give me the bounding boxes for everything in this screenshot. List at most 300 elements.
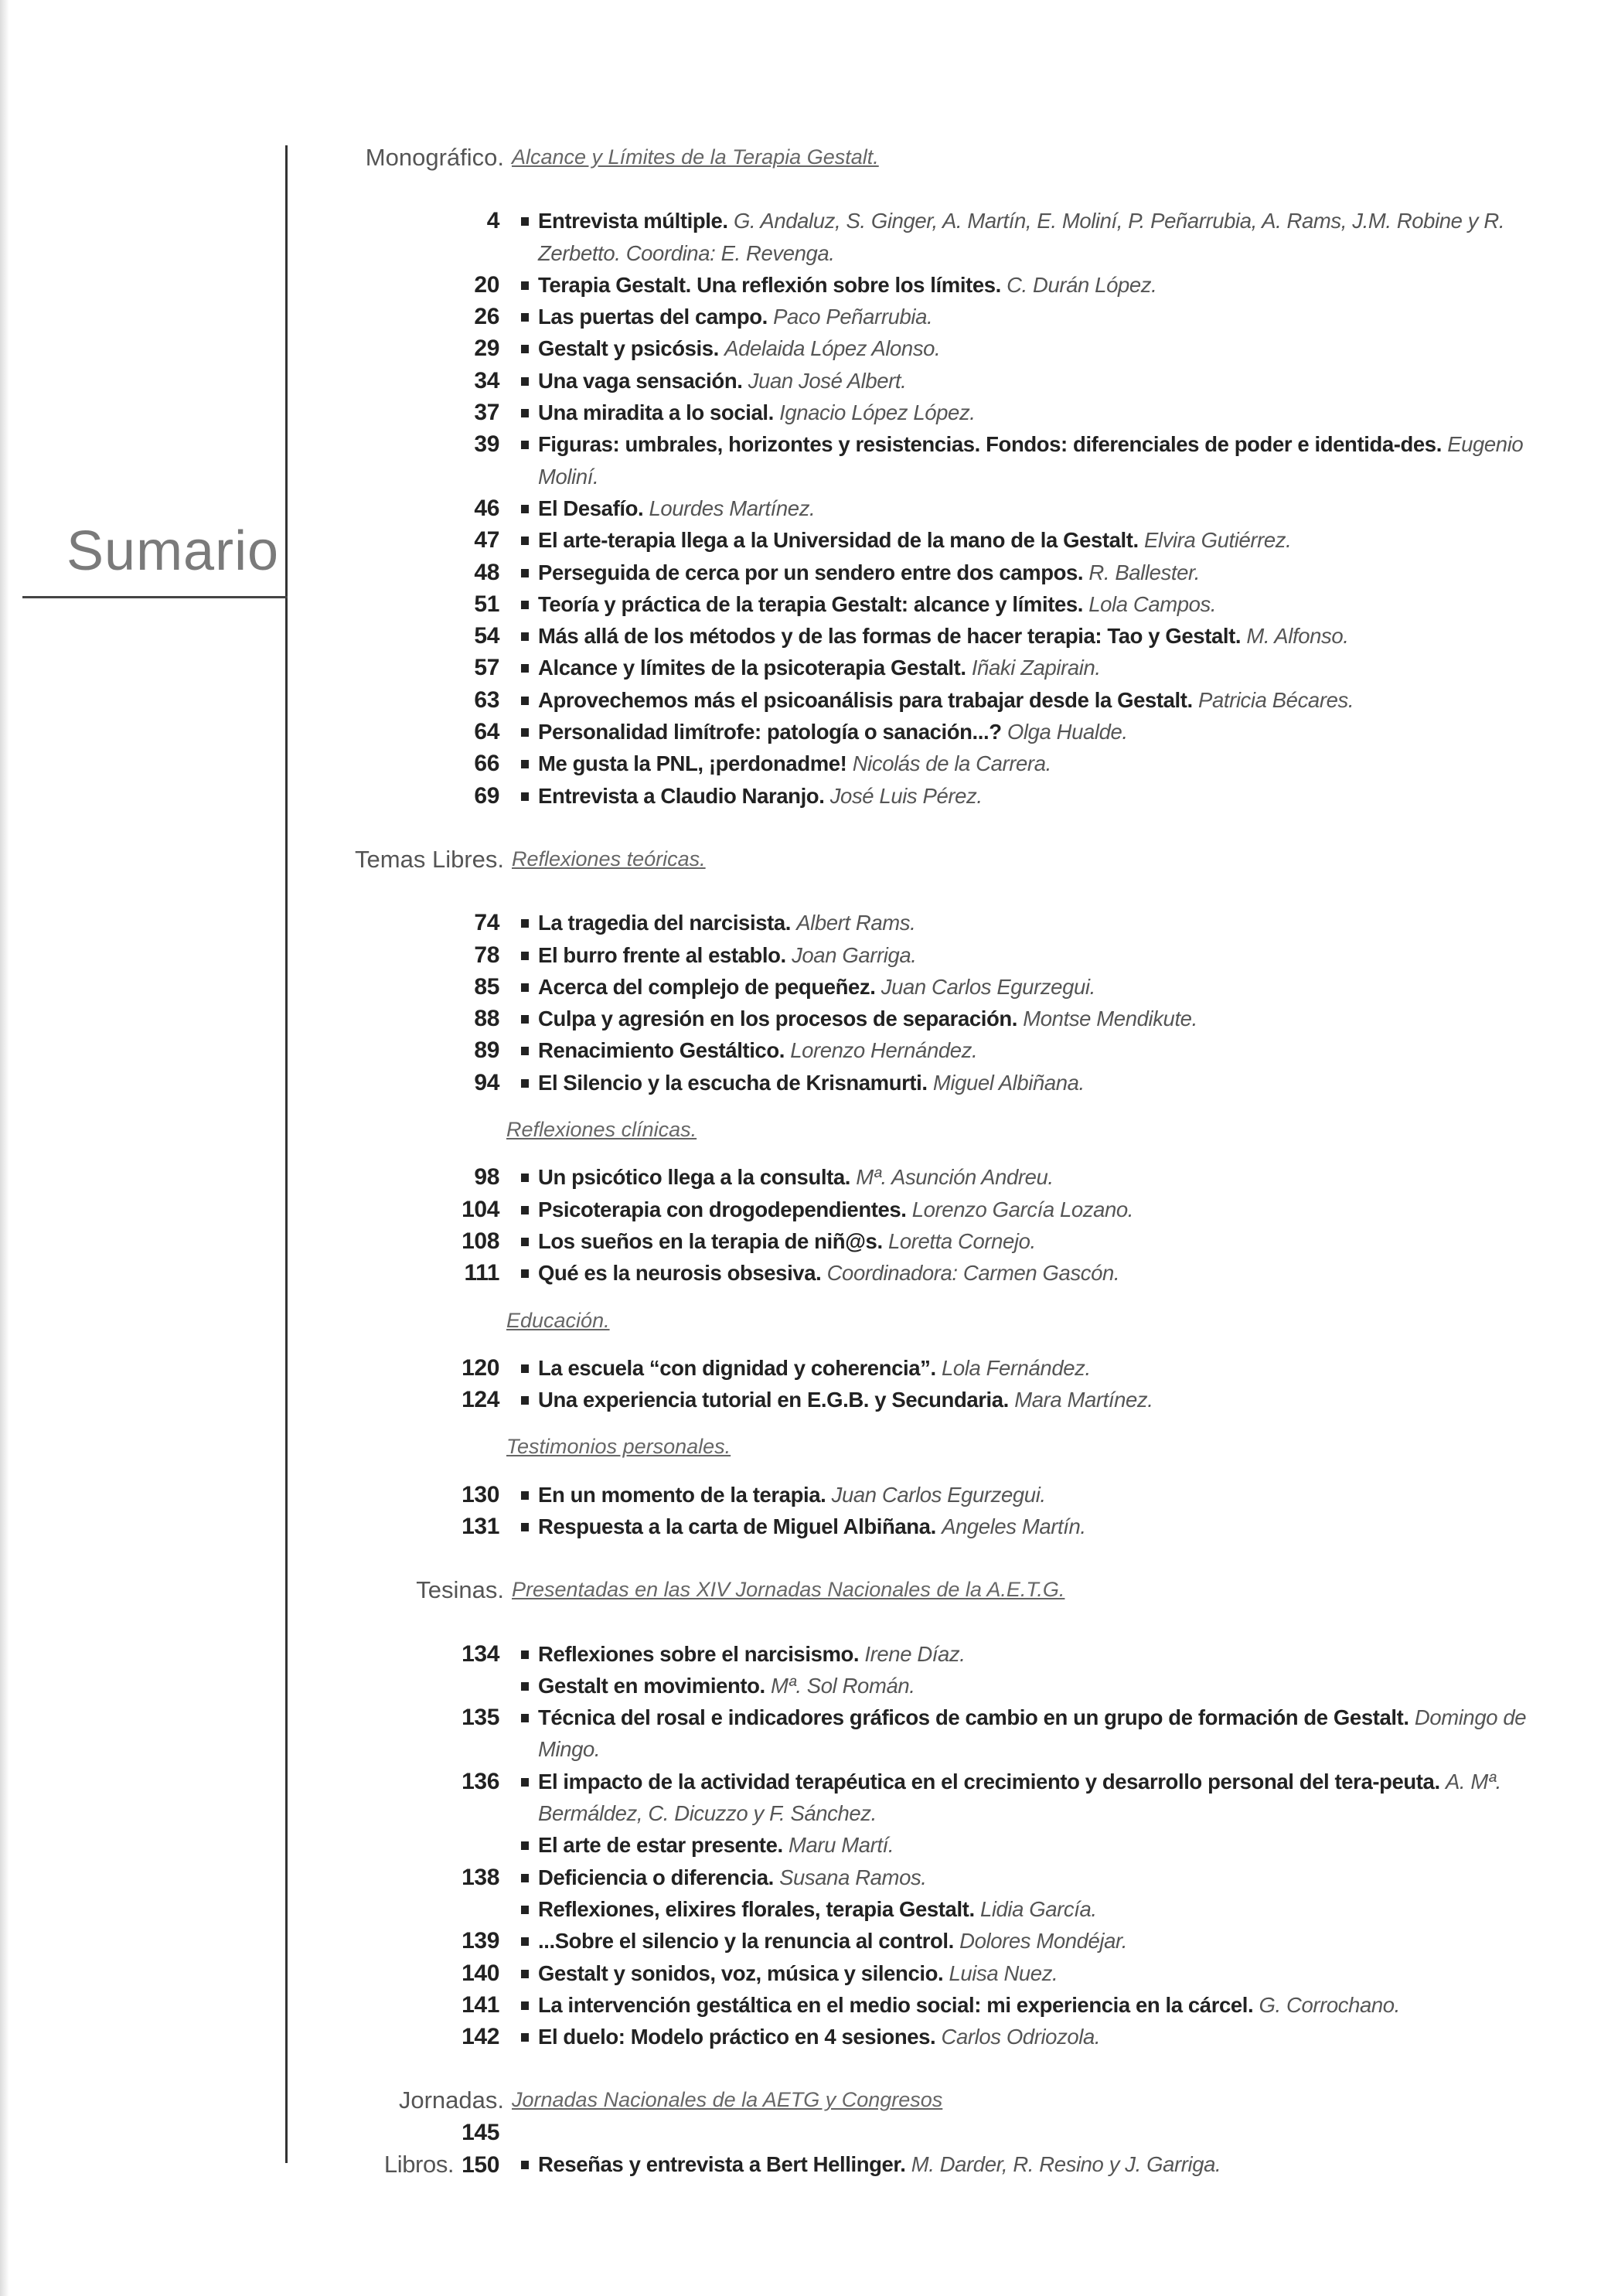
entry-title: Qué es la neurosis obsesiva. — [538, 1261, 822, 1286]
toc-entry — [0, 1003, 1618, 1034]
entry-authors: R. Ballester. — [1088, 560, 1200, 584]
entry-authors: Juan Carlos Egurzegui. — [881, 974, 1095, 999]
toc-entry — [0, 1384, 1618, 1415]
entry-authors: Irene Díaz. — [864, 1641, 966, 1666]
page-number: 26 — [474, 304, 499, 330]
entry-text — [538, 971, 1558, 1003]
subsection-heading: Reflexiones clínicas. — [506, 1118, 697, 1142]
toc-entry — [0, 428, 1618, 492]
bullet-square-icon — [521, 313, 529, 322]
page-number-cell — [0, 1957, 499, 1989]
page-number-cell — [0, 1257, 499, 1289]
entry-text — [538, 524, 1558, 556]
entry-authors: Nicolás de la Carrera. — [852, 751, 1051, 776]
bullet-square-icon — [521, 505, 529, 513]
entry-text — [538, 492, 1558, 524]
page-number: 98 — [474, 1164, 499, 1191]
bullet-square-icon — [521, 952, 529, 960]
entry-title: Reflexiones, elixires florales, terapia Gestalt. — [538, 1896, 975, 1921]
page-number-cell — [0, 588, 499, 620]
bullet-square-icon — [521, 1682, 529, 1691]
entry-text — [538, 748, 1558, 779]
page-number-cell — [0, 1925, 499, 1957]
entry-title: Reflexiones sobre el narcisismo. — [538, 1641, 860, 1666]
entry-authors: M. Darder, R. Resino y J. Garriga. — [911, 2152, 1221, 2177]
entry-authors: G. Andaluz, S. Ginger, A. Martín, E. Moliní, P. Peñarrubia, A. Rams, J.M. Robine y R. Zerbetto. Coordina: E. Revenga. — [538, 209, 1505, 265]
page-number-cell — [0, 971, 499, 1003]
entry-text — [538, 1352, 1558, 1384]
entry-text — [538, 652, 1558, 683]
bullet-square-icon — [521, 1906, 529, 1914]
bullet-square-icon — [521, 632, 529, 641]
bullet-square-icon — [521, 1238, 529, 1246]
page-number: 64 — [474, 719, 499, 745]
entry-text — [538, 2148, 1558, 2180]
toc-entry — [0, 557, 1618, 588]
toc-entry — [0, 1225, 1618, 1257]
toc-entry — [0, 332, 1618, 364]
page-number: 54 — [474, 623, 499, 649]
bullet-square-icon — [521, 1206, 529, 1214]
entry-authors: Ignacio López López. — [779, 400, 976, 425]
page-number: 34 — [474, 367, 499, 393]
entry-authors: Susana Ramos. — [779, 1865, 927, 1889]
entry-text — [538, 1479, 1558, 1511]
page-number: 78 — [474, 942, 499, 968]
toc-entry — [0, 301, 1618, 332]
entry-text — [538, 557, 1558, 588]
bullet-square-icon — [521, 2001, 529, 2010]
page-number: 51 — [474, 591, 499, 617]
page-number-cell — [0, 1511, 499, 1542]
entry-text — [538, 1225, 1558, 1257]
entry-text — [538, 1862, 1558, 1893]
entry-text — [538, 907, 1558, 938]
entry-authors: José Luis Pérez. — [829, 783, 983, 808]
bullet-square-icon — [521, 2161, 529, 2169]
entry-title: El burro frente al establo. — [538, 942, 786, 967]
page-number-cell — [0, 1766, 499, 1797]
entry-title: Gestalt y psicósis. — [538, 336, 719, 361]
bullet-square-icon — [521, 1874, 529, 1882]
bullet-square-icon — [521, 1970, 529, 1978]
entry-authors: Mª. Sol Román. — [771, 1673, 915, 1698]
entry-text — [538, 1161, 1558, 1193]
bullet-square-icon — [521, 409, 529, 417]
page-number: 89 — [474, 1037, 499, 1064]
bullet-square-icon — [521, 377, 529, 386]
entry-title: El Silencio y la escucha de Krisnamurti. — [538, 1070, 928, 1095]
entry-authors: Lorenzo García Lozano. — [911, 1197, 1134, 1221]
section-subtitle: Reflexiones teóricas. — [512, 847, 706, 870]
section-heading — [0, 843, 1618, 875]
entry-text — [538, 365, 1558, 397]
toc-entry — [0, 1352, 1618, 1384]
toc-entry — [0, 365, 1618, 397]
toc-entry — [0, 524, 1618, 556]
entry-authors: G. Corrochano. — [1259, 1992, 1400, 2017]
entry-authors: C. Durán López. — [1007, 272, 1157, 297]
page-number-cell — [0, 1384, 499, 1415]
bullet-square-icon — [521, 697, 529, 705]
toc-entry — [0, 1479, 1618, 1511]
page-number: 57 — [474, 655, 499, 681]
toc-entry — [0, 1034, 1618, 1066]
bullet-square-icon — [521, 1778, 529, 1787]
entry-text — [538, 716, 1558, 748]
toc-entry — [0, 1067, 1618, 1099]
bullet-square-icon — [521, 601, 529, 609]
page-number-cell — [0, 780, 499, 812]
section-subtitle: Jornadas Nacionales de la AETG y Congresos — [512, 2088, 943, 2112]
bullet-square-icon — [521, 1650, 529, 1659]
entry-text — [538, 1638, 1558, 1670]
entry-title: Más allá de los métodos y de las formas de hacer terapia: Tao y Gestalt. — [538, 624, 1242, 649]
entry-title: Respuesta a la carta de Miguel Albiñana. — [538, 1514, 936, 1538]
page-number-cell — [0, 1862, 499, 1893]
toc-entry — [0, 684, 1618, 716]
entry-text — [538, 428, 1558, 492]
entry-text — [538, 1957, 1558, 1989]
page-title: Sumario — [66, 520, 280, 582]
entry-title: Personalidad limítrofe: patología o sanación...? — [538, 720, 1002, 744]
toc-entry — [0, 1766, 1618, 1830]
page-number: 138 — [462, 1864, 499, 1890]
toc-entry — [0, 1893, 1618, 1925]
section-label: Tesinas. — [416, 1576, 504, 1604]
entry-authors: Dolores Mondéjar. — [959, 1929, 1128, 1954]
entry-text — [538, 205, 1558, 269]
entry-text — [538, 301, 1558, 332]
toc-entry — [0, 269, 1618, 301]
page-number: 88 — [474, 1006, 499, 1032]
toc-entry — [0, 1862, 1618, 1893]
bullet-square-icon — [521, 1079, 529, 1088]
page-number-cell — [0, 620, 499, 652]
page-number: 37 — [474, 400, 499, 426]
section-heading — [0, 1574, 1618, 1606]
subsection-heading: Testimonios personales. — [506, 1435, 731, 1459]
page-number: 47 — [474, 527, 499, 554]
page-number: 142 — [462, 2024, 499, 2050]
entry-authors: Mª. Asunción Andreu. — [856, 1165, 1054, 1190]
page-number: 136 — [462, 1768, 499, 1794]
entry-title: La escuela “con dignidad y coherencia”. — [538, 1355, 936, 1380]
toc-entry — [0, 205, 1618, 269]
table-of-contents — [0, 141, 1618, 2181]
entry-authors: Juan Carlos Egurzegui. — [831, 1482, 1046, 1507]
entry-authors: Angeles Martín. — [942, 1514, 1086, 1538]
entry-title: Teoría y práctica de la terapia Gestalt: alcance y límites. — [538, 591, 1083, 616]
page-number-cell — [0, 492, 499, 524]
entry-text — [538, 1766, 1558, 1830]
page-number: 120 — [462, 1354, 499, 1381]
entry-title: El impacto de la actividad terapéutica en el crecimiento y desarrollo personal del tera-peuta. — [538, 1769, 1440, 1794]
page-number-cell — [0, 748, 499, 779]
entry-text — [538, 939, 1558, 971]
page-number: 39 — [474, 431, 499, 458]
subsection-heading: Educación. — [506, 1308, 610, 1332]
section-label: Temas Libres. — [355, 845, 504, 873]
entry-text — [538, 1670, 1558, 1702]
bullet-square-icon — [521, 1015, 529, 1024]
toc-entry — [0, 716, 1618, 748]
toc-entry — [0, 1989, 1618, 2021]
page-number: 29 — [474, 336, 499, 362]
bullet-square-icon — [521, 983, 529, 992]
section-label: Libros. — [383, 2151, 455, 2178]
page-number-cell — [0, 332, 499, 364]
entry-title: En un momento de la terapia. — [538, 1482, 826, 1507]
entry-text — [538, 1003, 1558, 1034]
bullet-square-icon — [521, 760, 529, 768]
entry-title: Entrevista múltiple. — [538, 209, 728, 233]
entry-title: El Desafío. — [538, 496, 644, 520]
page-number-cell — [0, 716, 499, 748]
entry-text — [538, 588, 1558, 620]
section-label: Monográfico. — [365, 144, 504, 171]
toc-entry — [0, 1257, 1618, 1289]
entry-title: Una vaga sensación. — [538, 368, 743, 393]
entry-text — [538, 332, 1558, 364]
entry-authors: Lidia García. — [979, 1896, 1097, 1921]
bullet-square-icon — [521, 569, 529, 577]
entry-text — [538, 1829, 1558, 1861]
entry-authors: Lola Campos. — [1088, 591, 1217, 616]
entry-text — [538, 1034, 1558, 1066]
page-number: 111 — [464, 1260, 499, 1286]
toc-entry — [0, 588, 1618, 620]
entry-authors: Luisa Nuez. — [949, 1960, 1058, 1985]
entry-title: ...Sobre el silencio y la renuncia al control. — [538, 1929, 954, 1954]
entry-title: Terapia Gestalt. Una reflexión sobre los límites. — [538, 272, 1001, 297]
page-number: 141 — [462, 1991, 499, 2018]
entry-title: Una miradita a lo social. — [538, 400, 774, 425]
page-number: 69 — [474, 782, 499, 809]
entry-authors: Adelaida López Alonso. — [724, 336, 941, 361]
page-number-cell — [0, 1161, 499, 1193]
entry-text — [538, 1893, 1558, 1925]
entry-authors: Carlos Odriozola. — [941, 2025, 1101, 2049]
page-number-cell — [0, 652, 499, 683]
entry-text — [538, 684, 1558, 716]
entry-title: Renacimiento Gestáltico. — [538, 1038, 785, 1063]
entry-text — [538, 2021, 1558, 2052]
entry-text — [538, 1067, 1558, 1099]
toc-entry — [0, 1511, 1618, 1542]
entry-authors: Maru Martí. — [788, 1833, 894, 1858]
page-number-cell — [0, 1702, 499, 1733]
entry-title: Perseguida de cerca por un sendero entre dos campos. — [538, 560, 1084, 584]
page-number-cell — [0, 1638, 499, 1670]
page-number: 145 — [462, 2119, 499, 2145]
entry-authors: Olga Hualde. — [1007, 720, 1128, 744]
entry-text — [538, 269, 1558, 301]
entry-title: Me gusta la PNL, ¡perdonadme! — [538, 751, 847, 776]
bullet-square-icon — [521, 792, 529, 801]
bullet-square-icon — [521, 1841, 529, 1850]
entry-text — [538, 1257, 1558, 1289]
entry-authors: A. Mª. Bermáldez, C. Dicuzzo y F. Sánchez. — [538, 1769, 1501, 1826]
entry-authors: Elvira Gutiérrez. — [1144, 528, 1292, 553]
entry-title: Técnica del rosal e indicadores gráficos de cambio en un grupo de formación de Gestalt. — [538, 1705, 1409, 1730]
entry-title: La intervención gestáltica en el medio social: mi experiencia en la cárcel. — [538, 1992, 1254, 2017]
entry-text — [538, 397, 1558, 428]
entry-title: La tragedia del narcisista. — [538, 911, 791, 935]
toc-entry — [0, 1638, 1618, 1670]
toc-entry — [0, 1670, 1618, 1702]
entry-text — [538, 1702, 1558, 1766]
page-number-cell — [0, 365, 499, 397]
toc-entry — [0, 620, 1618, 652]
entry-authors: Juan José Albert. — [748, 368, 907, 393]
entry-text — [538, 1989, 1558, 2021]
entry-title: Gestalt y sonidos, voz, música y silencio. — [538, 1960, 944, 1985]
page-number: 139 — [462, 1928, 499, 1954]
page-number-cell — [0, 1194, 499, 1225]
toc-entry — [0, 652, 1618, 683]
page-number-cell — [0, 1225, 499, 1257]
section-heading — [0, 2084, 1618, 2116]
entry-title: Deficiencia o diferencia. — [538, 1865, 774, 1889]
page-number: 66 — [474, 751, 499, 777]
bullet-square-icon — [521, 1714, 529, 1722]
section-subtitle: Presentadas en las XIV Jornadas Nacionales de la A.E.T.G. — [512, 1578, 1065, 1602]
entry-text — [538, 620, 1558, 652]
bullet-square-icon — [521, 281, 529, 290]
entry-text — [538, 780, 1558, 812]
page-number-cell — [0, 428, 499, 460]
entry-title: Aprovechemos más el psicoanálisis para trabajar desde la Gestalt. — [538, 687, 1193, 712]
page-number-cell — [0, 2021, 499, 2052]
entry-title: Culpa y agresión en los procesos de separación. — [538, 1007, 1018, 1031]
page-number-cell — [0, 684, 499, 716]
page-number-cell — [0, 1479, 499, 1511]
entry-title: Alcance y límites de la psicoterapia Gestalt. — [538, 656, 966, 680]
entry-title: Reseñas y entrevista a Bert Hellinger. — [538, 2152, 906, 2177]
entry-title: Un psicótico llega a la consulta. — [538, 1165, 850, 1190]
toc-entry — [0, 492, 1618, 524]
entry-authors: Montse Mendikute. — [1023, 1007, 1197, 1031]
page-number-cell — [0, 1034, 499, 1066]
page-number: 20 — [474, 271, 499, 298]
toc-entry — [0, 780, 1618, 812]
bullet-square-icon — [521, 1937, 529, 1946]
bullet-square-icon — [521, 1047, 529, 1055]
entry-authors: Eugenio Moliní. — [538, 432, 1524, 489]
entry-authors: Albert Rams. — [796, 911, 916, 935]
entry-authors: Miguel Albiñana. — [932, 1070, 1085, 1095]
bullet-square-icon — [521, 919, 529, 928]
page-number-cell — [0, 1352, 499, 1384]
toc-entry — [0, 2148, 1618, 2181]
entry-text — [538, 1194, 1558, 1225]
bullet-square-icon — [521, 345, 529, 353]
toc-entry — [0, 1829, 1618, 1861]
page-number: 94 — [474, 1069, 499, 1095]
page-number-cell — [0, 1067, 499, 1099]
toc-entry — [0, 2117, 1618, 2148]
entry-title: Figuras: umbrales, horizontes y resistencias. Fondos: diferenciales de poder e identida-des. — [538, 432, 1442, 457]
bullet-square-icon — [521, 441, 529, 449]
page-number: 46 — [474, 495, 499, 521]
section-label: Jornadas. — [398, 2086, 504, 2114]
page-number-cell — [0, 557, 499, 588]
entry-text — [538, 1384, 1558, 1415]
page-number-cell — [0, 397, 499, 428]
page-number: 130 — [462, 1481, 499, 1507]
page-number: 63 — [474, 686, 499, 713]
section-heading — [0, 141, 1618, 173]
entry-authors: Mara Martínez. — [1014, 1388, 1153, 1412]
page-number: 134 — [462, 1640, 499, 1667]
toc-entry — [0, 939, 1618, 971]
toc-entry — [0, 971, 1618, 1003]
page-number: 4 — [486, 208, 499, 234]
page-number: 48 — [474, 559, 499, 585]
entry-title: Una experiencia tutorial en E.G.B. y Secundaria. — [538, 1388, 1009, 1412]
entry-authors: Lorenzo Hernández. — [790, 1038, 978, 1063]
bullet-square-icon — [521, 728, 529, 737]
page-number-cell — [0, 1003, 499, 1034]
page-number-cell — [0, 939, 499, 971]
toc-entry — [0, 1161, 1618, 1193]
toc-entry — [0, 1957, 1618, 1989]
entry-title: El arte de estar presente. — [538, 1833, 783, 1858]
page-number-cell — [0, 2117, 499, 2148]
bullet-square-icon — [521, 537, 529, 545]
entry-authors: Lourdes Martínez. — [649, 496, 816, 520]
page-number-cell — [0, 269, 499, 301]
entry-authors: Joan Garriga. — [792, 942, 917, 967]
page-number-cell — [0, 205, 499, 237]
page-number: 131 — [462, 1513, 499, 1539]
toc-entry — [0, 907, 1618, 938]
page-number: 74 — [474, 910, 499, 936]
entry-title: Entrevista a Claudio Naranjo. — [538, 783, 825, 808]
entry-title: El duelo: Modelo práctico en 4 sesiones. — [538, 2025, 936, 2049]
page-number-cell — [0, 524, 499, 556]
page-number-cell — [0, 907, 499, 938]
toc-entry — [0, 748, 1618, 779]
page-number: 108 — [462, 1228, 499, 1254]
toc-entry — [0, 1194, 1618, 1225]
toc-entry — [0, 1702, 1618, 1766]
entry-authors: Domingo de Mingo. — [538, 1705, 1527, 1762]
entry-authors: Loretta Cornejo. — [887, 1228, 1036, 1253]
entry-text — [538, 1511, 1558, 1542]
bullet-square-icon — [521, 1491, 529, 1500]
entry-authors: M. Alfonso. — [1246, 624, 1349, 649]
page-number: 150 — [462, 2152, 499, 2178]
entry-authors: Coordinadora: Carmen Gascón. — [826, 1261, 1120, 1286]
bullet-square-icon — [521, 1396, 529, 1405]
bullet-square-icon — [521, 217, 529, 226]
page-number-cell — [0, 2148, 499, 2181]
entry-title: Acerca del complejo de pequeñez. — [538, 974, 876, 999]
entry-title: El arte-terapia llega a la Universidad de la mano de la Gestalt. — [538, 528, 1139, 553]
page-number-cell — [0, 301, 499, 332]
entry-authors: Iñaki Zapirain. — [971, 656, 1101, 680]
entry-title: Psicoterapia con drogodependientes. — [538, 1197, 907, 1221]
entry-authors: Patricia Bécares. — [1198, 687, 1354, 712]
entry-title: Gestalt en movimiento. — [538, 1673, 765, 1698]
bullet-square-icon — [521, 2033, 529, 2042]
bullet-square-icon — [521, 1174, 529, 1182]
page-number: 85 — [474, 973, 499, 1000]
bullet-square-icon — [521, 1364, 529, 1373]
toc-entry — [0, 397, 1618, 428]
